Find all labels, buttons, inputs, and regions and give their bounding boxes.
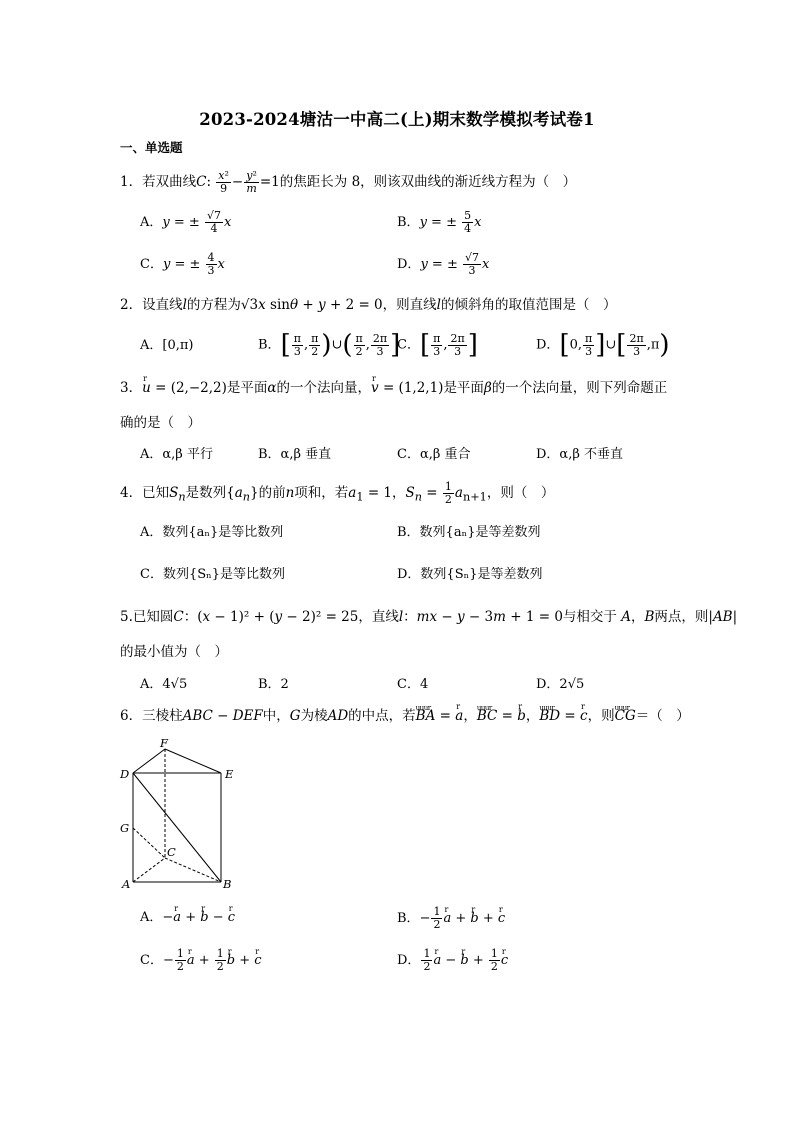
question-5-option-d: D．2√5 bbox=[536, 677, 585, 692]
question-3-option-c: C．α,β 重合 bbox=[397, 447, 471, 462]
question-4-option-d: D．数列{Sₙ}是等差数列 bbox=[397, 567, 543, 582]
question-3-option-d: D．α,β 不垂直 bbox=[536, 447, 623, 462]
question-5-stem-line2: 的最小值为（ ） bbox=[120, 644, 228, 660]
question-3-stem-line2: 确的是（ ） bbox=[120, 415, 201, 431]
question-3-option-a: A．α,β 平行 bbox=[140, 447, 213, 462]
vertex-label-e: E bbox=[225, 767, 234, 781]
vertex-label-g: G bbox=[120, 821, 130, 835]
question-5-option-a: A．4√5 bbox=[140, 677, 188, 692]
question-1-option-b: B．y = ± $\frac{5}{4}$ x bbox=[397, 209, 482, 235]
question-2-option-c: C．[ $\frac{\pi}{3}$ , $\frac{2\pi}{3}$ ] bbox=[397, 330, 478, 360]
question-1-option-d: D．y = ± $\frac{√7}{3}$ x bbox=[397, 251, 490, 277]
question-2-option-b: B．[ $\frac{\pi}{3}$ , $\frac{\pi}{2}$ )∪( $\frac{\pi}{2}$ , $\frac{2\pi}{3}$ ] bbox=[258, 330, 401, 360]
question-4-option-a: A．数列{aₙ}是等比数列 bbox=[140, 525, 284, 540]
question-1-stem: 1．若双曲线C: $\frac{\text{x²}}{9}$ − $\frac{\text{y²}}{m}$ =1的焦距长为 8，则该双曲线的渐近线方程为（ ） bbox=[120, 169, 577, 195]
question-5-option-c: C．4 bbox=[397, 677, 429, 692]
question-4-option-b: B．数列{aₙ}是等差数列 bbox=[397, 525, 541, 540]
question-2-option-a: A．[0,π) bbox=[140, 338, 194, 353]
section-heading: 一、单选题 bbox=[120, 140, 183, 155]
vertex-label-a: A bbox=[122, 877, 131, 890]
vertex-label-b: B bbox=[223, 877, 232, 890]
vertex-label-d: D bbox=[120, 767, 130, 781]
question-6-stem: 6．三棱柱ABC − DEF中，G为棱AD的中点，若uuur BA = r a，uuur BC = r b，uuur BD = r c，则uuur CG＝（ ） bbox=[120, 706, 690, 726]
question-5-option-b: B．2 bbox=[258, 677, 289, 692]
question-1-option-a: A．y = ± $\frac{√7}{4}$ x bbox=[140, 209, 232, 235]
question-1-option-c: C．y = ± $\frac{4}{3}$ x bbox=[140, 251, 225, 277]
question-3-stem: 3．r u = (2,−2,2)是平面α的一个法向量，r v = (1,2,1)是平面β的一个法向量，则下列命题正 bbox=[120, 378, 667, 398]
question-4-option-c: C．数列{Sₙ}是等比数列 bbox=[140, 567, 286, 582]
question-6-option-a: A．−r a + r b − r c bbox=[140, 908, 235, 928]
question-4-stem: 4．已知$S_n$是数列$\{a_n\}$的前n项和，若$a_1 = 1$，$S_n$ = $\frac{1}{2}$ $a_{n+1}$，则（ ） bbox=[120, 480, 555, 506]
question-5-stem: 5.已知圆C：(x − 1)² + (y − 2)² = 25，直线l：mx − y − 3m + 1 = 0与相交于 A，B两点，则|AB| bbox=[120, 609, 738, 625]
question-2-option-d: D．[0, $\frac{\pi}{3}$ ]∪[ $\frac{2\pi}{3}$ ,π) bbox=[536, 330, 670, 360]
vertex-label-f: F bbox=[160, 738, 168, 750]
vertex-label-c: C bbox=[167, 845, 176, 859]
question-6-option-d: D． $\frac{1}{2}$ r a − r b + $\frac{1}{2}$ r c bbox=[397, 948, 508, 973]
question-6-option-b: B．− $\frac{1}{2}$ r a + r b + r c bbox=[397, 906, 505, 931]
question-6-option-c: C．− $\frac{1}{2}$ r a + $\frac{1}{2}$ r b + r c bbox=[140, 948, 262, 973]
prism-figure bbox=[115, 738, 245, 890]
question-3-option-b: B．α,β 垂直 bbox=[258, 447, 332, 462]
question-2-stem: 2．设直线l的方程为√3x sinθ + y + 2 = 0，则直线l的倾斜角的取值范围是（ ） bbox=[120, 297, 617, 313]
page-title: 2023-2024塘沽一中高二(上)期末数学模拟考试卷1 bbox=[199, 110, 595, 129]
